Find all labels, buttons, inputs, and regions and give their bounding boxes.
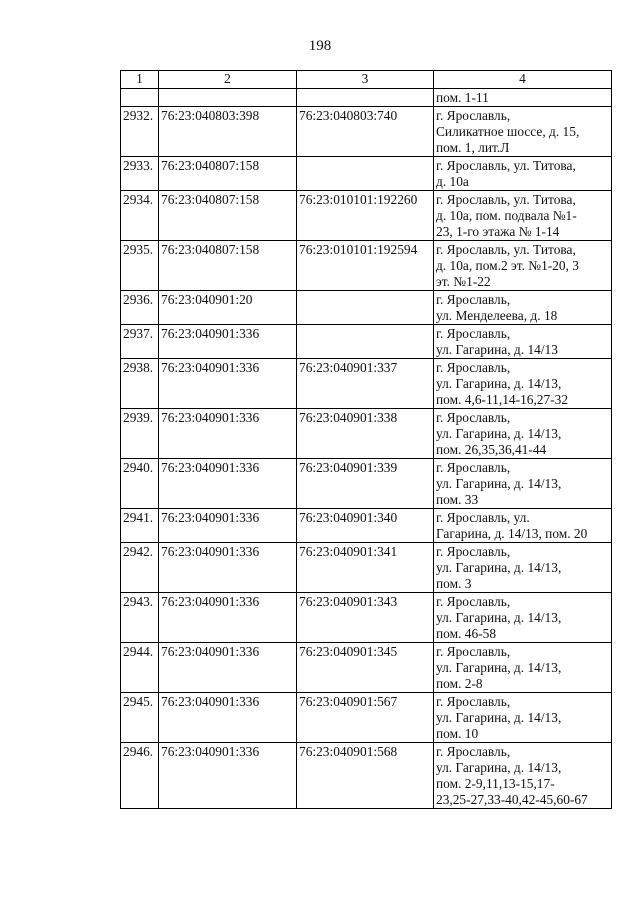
- premises-number-cell: 76:23:040901:341: [297, 543, 434, 593]
- address-line: ул. Менделеева, д. 18: [436, 308, 558, 323]
- column-header-2: 2: [159, 71, 297, 89]
- address-line: пом. 4,6-11,14-16,27-32: [436, 392, 569, 407]
- address-cell: [434, 157, 612, 191]
- premises-number-cell: 76:23:040901:345: [297, 643, 434, 693]
- row-number-cell: 2940.: [121, 459, 159, 509]
- table-row: [121, 459, 612, 509]
- address-line: пом. 33: [436, 492, 479, 507]
- address-line: г. Ярославль, ул. Титова,: [436, 242, 576, 257]
- address-line: пом. 1, лит.Л: [436, 140, 510, 155]
- address-line: г. Ярославль,: [436, 744, 511, 759]
- cadastral-number-cell: 76:23:040901:336: [159, 409, 297, 459]
- address-line: пом. 46-58: [436, 626, 497, 641]
- address-line: г. Ярославль,: [436, 360, 511, 375]
- table-row: [121, 593, 612, 643]
- premises-number-cell: 76:23:040901:340: [297, 509, 434, 543]
- cadastral-number-cell: 76:23:040901:336: [159, 743, 297, 809]
- table-row: [121, 409, 612, 459]
- premises-number-cell: 76:23:010101:192260: [297, 191, 434, 241]
- address-line: г. Ярославль,: [436, 644, 511, 659]
- address-line: г. Ярославль,: [436, 326, 511, 341]
- address-line: эт. №1-22: [436, 274, 491, 289]
- table-row: [121, 643, 612, 693]
- address-line: пом. 3: [436, 576, 472, 591]
- table-header: [121, 71, 612, 89]
- address-line: ул. Гагарина, д. 14/13: [436, 342, 558, 357]
- premises-number-cell: [297, 291, 434, 325]
- address-line: г. Ярославль, ул.: [436, 510, 530, 525]
- table-row: [121, 359, 612, 409]
- address-line: ул. Гагарина, д. 14/13,: [436, 660, 562, 675]
- address-cell: [434, 459, 612, 509]
- cadastral-number-cell: 76:23:040901:336: [159, 359, 297, 409]
- address-line: г. Ярославль, ул. Титова,: [436, 158, 576, 173]
- address-cell: [434, 325, 612, 359]
- table-body: [121, 89, 612, 809]
- address-cell: [434, 241, 612, 291]
- address-line: ул. Гагарина, д. 14/13,: [436, 376, 562, 391]
- address-cell: [434, 543, 612, 593]
- row-number-cell: 2935.: [121, 241, 159, 291]
- table-row: [121, 325, 612, 359]
- premises-number-cell: 76:23:040901:343: [297, 593, 434, 643]
- cadastral-number-cell: 76:23:040901:336: [159, 543, 297, 593]
- row-number-cell: 2938.: [121, 359, 159, 409]
- cadastral-number-cell: 76:23:040901:336: [159, 459, 297, 509]
- address-line: ул. Гагарина, д. 14/13,: [436, 610, 562, 625]
- address-line: ул. Гагарина, д. 14/13,: [436, 760, 562, 775]
- address-line: д. 10а, пом.2 эт. №1-20, 3: [436, 258, 580, 273]
- address-cell: [434, 359, 612, 409]
- address-line: д. 10а, пом. подвала №1-: [436, 208, 577, 223]
- cadastral-number-cell: 76:23:040901:20: [159, 291, 297, 325]
- address-cell: [434, 107, 612, 157]
- premises-number-cell: 76:23:040901:568: [297, 743, 434, 809]
- table-row: [121, 191, 612, 241]
- address-cell: [434, 509, 612, 543]
- premises-number-cell: 76:23:040901:339: [297, 459, 434, 509]
- address-cell: [434, 89, 612, 107]
- premises-number-cell: 76:23:040803:740: [297, 107, 434, 157]
- address-cell: [434, 593, 612, 643]
- row-number-cell: 2942.: [121, 543, 159, 593]
- row-number-cell: 2945.: [121, 693, 159, 743]
- address-line: пом. 1-11: [436, 90, 489, 105]
- cadastral-number-cell: 76:23:040803:398: [159, 107, 297, 157]
- address-line: г. Ярославль,: [436, 544, 511, 559]
- address-cell: [434, 191, 612, 241]
- row-number-cell: [121, 89, 159, 107]
- column-header-1: 1: [121, 71, 159, 89]
- premises-number-cell: 76:23:040901:567: [297, 693, 434, 743]
- row-number-cell: 2939.: [121, 409, 159, 459]
- address-cell: [434, 693, 612, 743]
- row-number-cell: 2936.: [121, 291, 159, 325]
- cadastral-number-cell: 76:23:040901:336: [159, 693, 297, 743]
- row-number-cell: 2946.: [121, 743, 159, 809]
- address-cell: [434, 409, 612, 459]
- cadastral-number-cell: 76:23:040807:158: [159, 241, 297, 291]
- column-header-4: 4: [434, 71, 612, 89]
- address-line: г. Ярославль,: [436, 108, 511, 123]
- cadastral-number-cell: 76:23:040807:158: [159, 157, 297, 191]
- address-line: пом. 10: [436, 726, 479, 741]
- cadastral-number-cell: 76:23:040901:336: [159, 643, 297, 693]
- table-row: [121, 509, 612, 543]
- address-line: 23,25-27,33-40,42-45,60-67: [436, 792, 588, 807]
- row-number-cell: 2932.: [121, 107, 159, 157]
- address-line: 23, 1-го этажа № 1-14: [436, 224, 560, 239]
- address-line: г. Ярославль,: [436, 410, 511, 425]
- table-row: [121, 107, 612, 157]
- address-line: Силикатное шоссе, д. 15,: [436, 124, 580, 139]
- premises-number-cell: [297, 325, 434, 359]
- address-line: г. Ярославль, ул. Титова,: [436, 192, 576, 207]
- premises-number-cell: 76:23:010101:192594: [297, 241, 434, 291]
- registry-table: [120, 70, 612, 809]
- header-row: [121, 71, 612, 89]
- table-row: [121, 291, 612, 325]
- cadastral-number-cell: 76:23:040901:336: [159, 509, 297, 543]
- address-line: пом. 26,35,36,41-44: [436, 442, 547, 457]
- address-line: г. Ярославль,: [436, 694, 511, 709]
- row-number-cell: 2941.: [121, 509, 159, 543]
- address-line: пом. 2-8: [436, 676, 483, 691]
- cadastral-number-cell: [159, 89, 297, 107]
- address-line: ул. Гагарина, д. 14/13,: [436, 426, 562, 441]
- address-line: г. Ярославль,: [436, 292, 511, 307]
- table-row: [121, 89, 612, 107]
- premises-number-cell: [297, 89, 434, 107]
- address-cell: [434, 743, 612, 809]
- premises-number-cell: [297, 157, 434, 191]
- address-line: ул. Гагарина, д. 14/13,: [436, 560, 562, 575]
- page-number: 198: [308, 38, 332, 54]
- address-line: Гагарина, д. 14/13, пом. 20: [436, 526, 588, 541]
- premises-number-cell: 76:23:040901:337: [297, 359, 434, 409]
- address-line: г. Ярославль,: [436, 460, 511, 475]
- column-header-3: 3: [297, 71, 434, 89]
- address-line: ул. Гагарина, д. 14/13,: [436, 710, 562, 725]
- row-number-cell: 2943.: [121, 593, 159, 643]
- table-row: [121, 543, 612, 593]
- table-row: [121, 157, 612, 191]
- cadastral-number-cell: 76:23:040901:336: [159, 325, 297, 359]
- table-row: [121, 693, 612, 743]
- address-line: д. 10а: [436, 174, 469, 189]
- premises-number-cell: 76:23:040901:338: [297, 409, 434, 459]
- address-line: г. Ярославль,: [436, 594, 511, 609]
- row-number-cell: 2933.: [121, 157, 159, 191]
- address-cell: [434, 643, 612, 693]
- address-line: пом. 2-9,11,13-15,17-: [436, 776, 555, 791]
- table-row: [121, 241, 612, 291]
- row-number-cell: 2944.: [121, 643, 159, 693]
- address-line: ул. Гагарина, д. 14/13,: [436, 476, 562, 491]
- cadastral-number-cell: 76:23:040901:336: [159, 593, 297, 643]
- row-number-cell: 2934.: [121, 191, 159, 241]
- row-number-cell: 2937.: [121, 325, 159, 359]
- table-row: [121, 743, 612, 809]
- address-cell: [434, 291, 612, 325]
- cadastral-number-cell: 76:23:040807:158: [159, 191, 297, 241]
